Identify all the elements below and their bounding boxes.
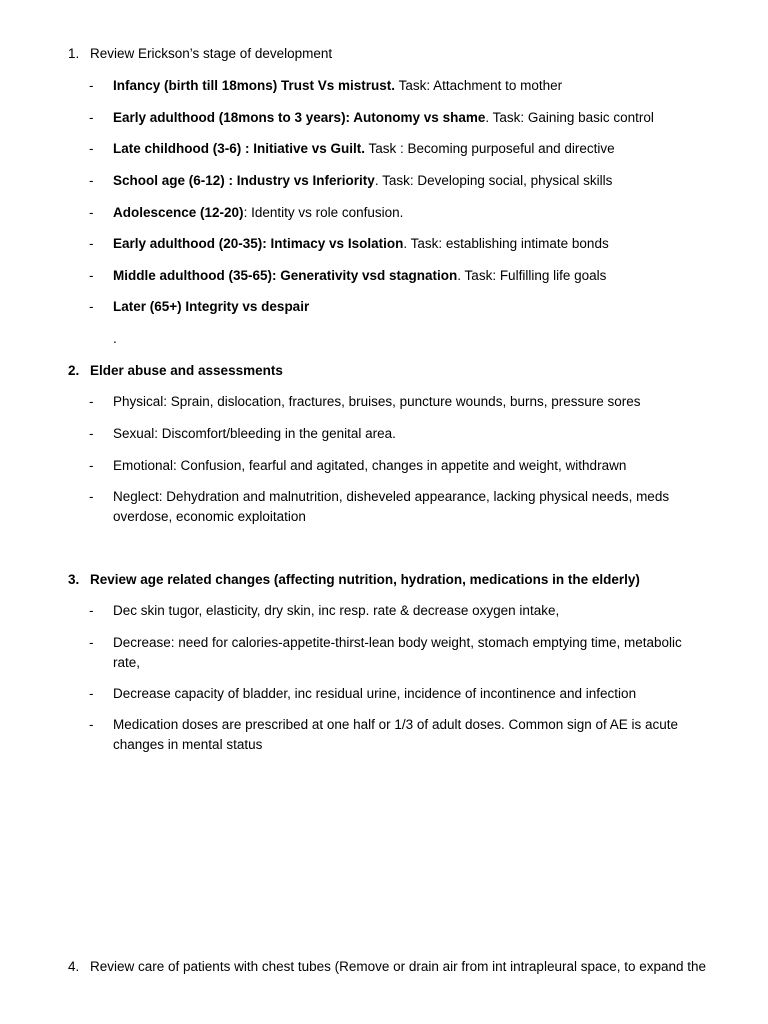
list-item <box>89 203 689 223</box>
item-text: . Task: Developing social, physical skills <box>374 173 613 188</box>
list-item <box>89 297 689 317</box>
bullet-dash: - <box>89 426 94 441</box>
trailing-period: . <box>113 331 117 346</box>
item-text: Decrease: need for calories-appetite-thirst-lean body weight, stomach emptying time, metabolic rate, <box>113 635 682 670</box>
item-text: Dec skin tugor, elasticity, dry skin, inc resp. rate & decrease oxygen intake, <box>113 603 560 618</box>
item-bold-text: Middle adulthood (35-65): Generativity vsd stagnation <box>113 268 458 283</box>
section-3-heading <box>68 570 748 590</box>
item-bold-text: Adolescence (12-20) <box>113 205 244 220</box>
item-bold-text: Early adulthood (20-35): Intimacy vs Isolation <box>113 236 404 251</box>
section-4-number: 4. <box>68 959 80 974</box>
list-item <box>89 234 689 254</box>
item-bold-text: Infancy (birth till 18mons) Trust Vs mistrust. <box>113 78 396 93</box>
item-text: . Task: Fulfilling life goals <box>457 268 607 283</box>
bullet-dash: - <box>89 141 94 156</box>
section-3-number: 3. <box>68 572 80 587</box>
section-2-heading <box>68 361 748 381</box>
section-1-number: 1. <box>68 46 80 61</box>
item-text: Sexual: Discomfort/bleeding in the genital area. <box>113 426 396 441</box>
section-1-heading <box>68 44 748 64</box>
bullet-dash: - <box>89 635 94 650</box>
item-bold-text: Late childhood (3-6) : Initiative vs Guilt. <box>113 141 366 156</box>
bullet-dash: - <box>89 686 94 701</box>
list-item <box>89 424 689 444</box>
section-1-title: Review Erickson’s stage of development <box>90 46 333 61</box>
item-text: Physical: Sprain, dislocation, fractures, bruises, puncture wounds, burns, pressure sores <box>113 394 641 409</box>
bullet-dash: - <box>89 268 94 283</box>
bullet-dash: - <box>89 458 94 473</box>
list-item <box>89 684 689 704</box>
bullet-dash: - <box>89 173 94 188</box>
bullet-dash: - <box>89 299 94 314</box>
section-4-title: Review care of patients with chest tubes (Remove or drain air from int intrapleural space, to expand the <box>90 959 707 974</box>
bullet-dash: - <box>89 236 94 251</box>
list-item <box>89 487 689 527</box>
item-text: Task : Becoming purposeful and directive <box>365 141 615 156</box>
list-item <box>89 171 689 191</box>
bullet-dash: - <box>89 717 94 732</box>
bullet-dash: - <box>89 78 94 93</box>
list-item <box>89 715 689 755</box>
list-item <box>89 601 689 621</box>
section-2-title: Elder abuse and assessments <box>90 363 283 378</box>
section-2-number: 2. <box>68 363 80 378</box>
bullet-dash: - <box>89 489 94 504</box>
bullet-dash: - <box>89 394 94 409</box>
item-text: Medication doses are prescribed at one half or 1/3 of adult doses. Common sign of AE is acute changes in mental status <box>113 717 679 752</box>
item-text: . Task: establishing intimate bonds <box>403 236 609 251</box>
item-bold-text: School age (6-12) : Industry vs Inferiority <box>113 173 375 188</box>
section-4-heading <box>68 957 748 977</box>
list-item <box>89 139 689 159</box>
bullet-dash: - <box>89 205 94 220</box>
list-item <box>89 633 689 673</box>
item-bold-text: Early adulthood (18mons to 3 years): Autonomy vs shame <box>113 110 486 125</box>
item-text: . Task: Gaining basic control <box>485 110 654 125</box>
list-item <box>89 456 689 476</box>
item-text: Decrease capacity of bladder, inc residual urine, incidence of incontinence and infection <box>113 686 637 701</box>
item-text: Neglect: Dehydration and malnutrition, disheveled appearance, lacking physical needs, meds overdose, economic exploitation <box>113 489 670 524</box>
item-text: Emotional: Confusion, fearful and agitated, changes in appetite and weight, withdrawn <box>113 458 627 473</box>
list-item <box>89 108 689 128</box>
list-item <box>89 266 689 286</box>
item-text: Task: Attachment to mother <box>395 78 563 93</box>
bullet-dash: - <box>89 110 94 125</box>
list-item <box>89 76 689 96</box>
section-3-title: Review age related changes (affecting nutrition, hydration, medications in the elderly) <box>90 572 640 587</box>
bullet-dash: - <box>89 603 94 618</box>
item-bold-text: Later (65+) Integrity vs despair <box>113 299 310 314</box>
item-text: : Identity vs role confusion. <box>243 205 404 220</box>
list-item <box>89 392 689 412</box>
